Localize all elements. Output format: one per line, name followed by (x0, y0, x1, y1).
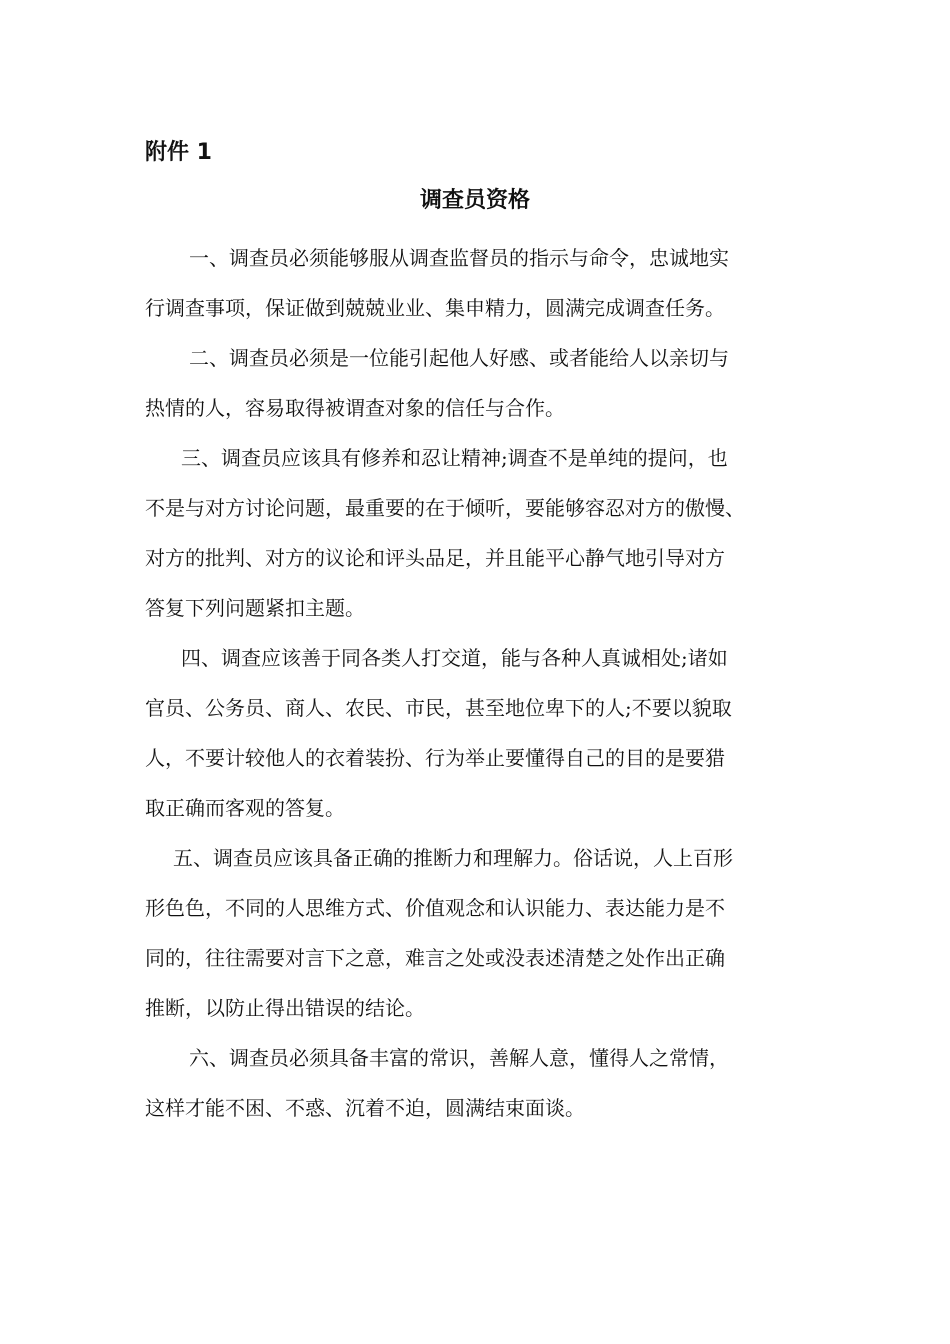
paragraph-6-line-1: 六、调查员必须具备丰富的常识，善解人意，懂得人之常情， (189, 1046, 729, 1070)
attachment-label: 附件 1 (145, 140, 212, 165)
paragraph-1-line-1: 一、调查员必须能够服从调查监督员的指示与命令，忠诚地实 (189, 246, 729, 270)
paragraph-4-line-3: 人，不要计较他人的衣着装扮、行为举止要懂得自己的目的是要猎 (145, 746, 725, 770)
paragraph-3-line-1: 三、调查员应该具有修养和忍让精神;调查不是单纯的提问，也 (181, 446, 728, 470)
paragraph-4-line-2: 官员、公务员、商人、农民、市民，甚至地位卑下的人;不要以貌取 (145, 696, 732, 720)
paragraph-5-line-3: 同的，往往需要对言下之意，难言之处或没表述清楚之处作出正确 (145, 946, 725, 970)
paragraph-3-line-2: 不是与对方讨论问题，最重要的在于倾听，要能够容忍对方的傲慢、 (145, 496, 745, 520)
paragraph-3-line-3: 对方的批判、对方的议论和评头品足，并且能平心静气地引导对方 (145, 546, 725, 570)
paragraph-2-line-1: 二、调查员必须是一位能引起他人好感、或者能给人以亲切与 (189, 346, 729, 370)
paragraph-3-line-4: 答复下列问题紧扣主题。 (145, 596, 365, 620)
document-body (145, 233, 835, 1133)
paragraph-4-line-1: 四、调查应该善于同各类人打交道，能与各种人真诚相处;诸如 (181, 646, 728, 670)
paragraph-5-line-1: 五、调查员应该具备正确的推断力和理解力。俗话说，人上百形 (173, 846, 733, 870)
paragraph-1-line-2: 行调查事项，保证做到兢兢业业、集申精力，圆满完成调查任务。 (145, 296, 725, 320)
document-title: 调查员资格 (419, 188, 530, 213)
paragraph-4-line-4: 取正确而客观的答复。 (145, 796, 345, 820)
paragraph-2-line-2: 热情的人，容易取得被谓查对象的信任与合作。 (145, 396, 565, 420)
paragraph-6-line-2: 这样才能不困、不惑、沉着不迫，圆满结束面谈。 (145, 1096, 585, 1120)
paragraph-5-line-2: 形色色，不同的人思维方式、价值观念和认识能力、表达能力是不 (145, 896, 725, 920)
paragraph-5-line-4: 推断，以防止得出错误的结论。 (145, 996, 425, 1020)
